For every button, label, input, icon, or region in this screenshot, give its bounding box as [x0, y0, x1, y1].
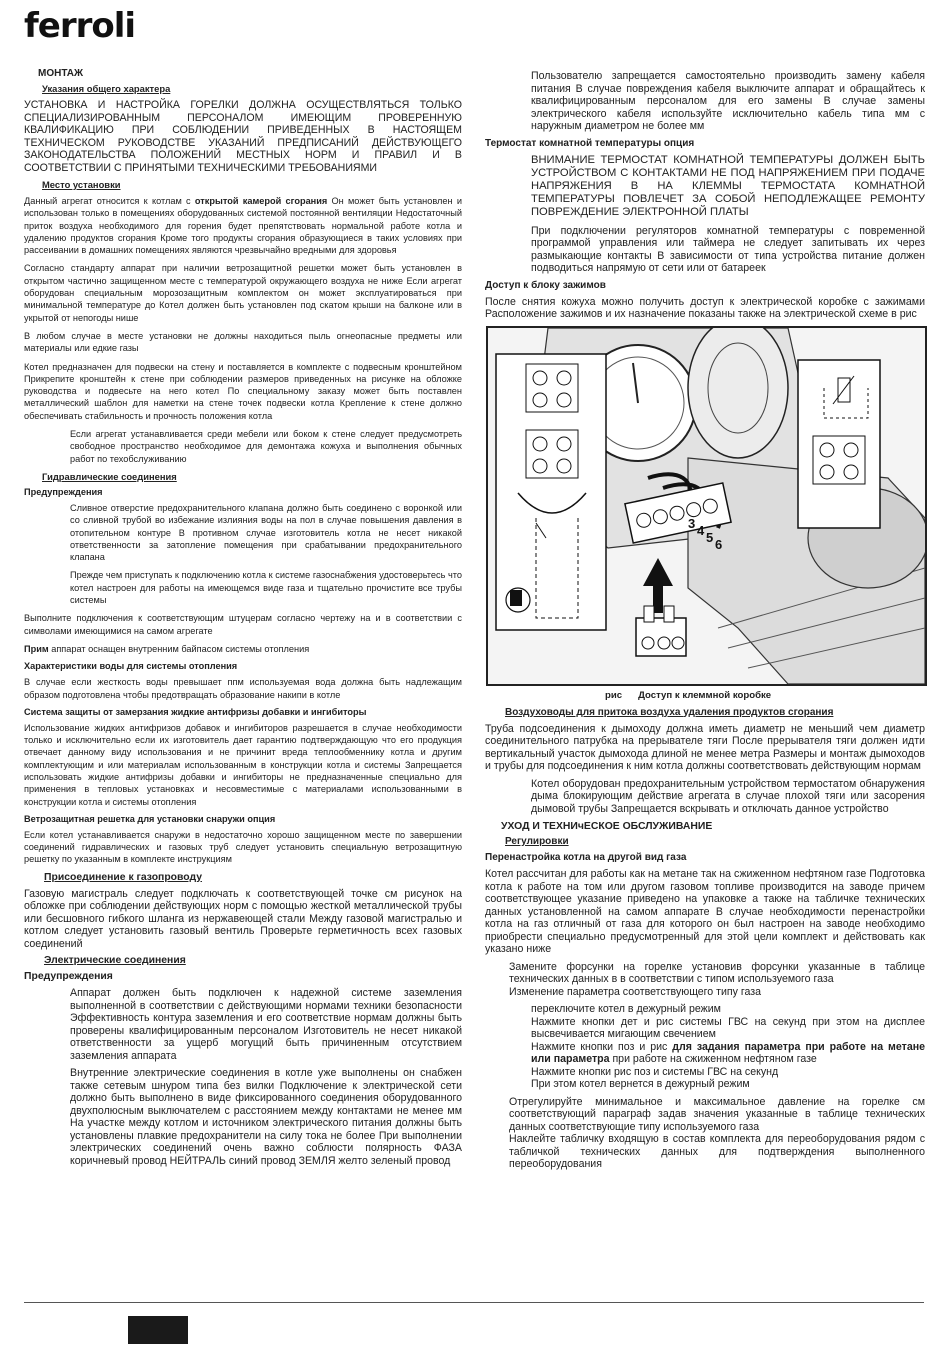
conversion-step-3: Отрегулируйте минимальное и максимальное давление на горелке см соответствующий параграф задав значения указанные в таблице технических данных соответствующие типу используемого газа — [509, 1095, 925, 1133]
section-montazh: МОНТАЖ — [38, 68, 84, 79]
bypass-note: Прим аппарат оснащен внутренним байпасом системы отопления — [24, 643, 310, 654]
brand-logo: ferroli — [24, 6, 136, 46]
terminal-number: 4 — [697, 522, 705, 538]
water-text: В случае если жесткость воды превышает ппм используемая вода должна быть надлежащим образом подготовлена чтобы предотвращать образование накипи в котле — [24, 677, 462, 700]
heading-general: Указания общего характера — [42, 83, 171, 94]
conversion-step-2: Изменение параметра соответствующего типу газа — [509, 985, 762, 998]
conversion-substep-5: При этом котел вернется в дежурный режим — [531, 1078, 750, 1091]
page-number-box — [128, 1316, 188, 1344]
conversion-substep-2: Нажмите кнопки дет и рис системы ГВС на секунд при этом на дисплее высвечивается мигающим свечением — [531, 1015, 925, 1041]
thermostat-warning: ВНИМАНИЕ ТЕРМОСТАТ КОМНАТНОЙ ТЕМПЕРАТУРЫ ДОЛЖЕН БЫТЬ УСТРОЙСТВОМ С КОНТАКТАМИ НЕ ПОД НАПРЯЖЕНИЕМ ПРИ ПОДАЧЕ НАПРЯЖЕНИЯ В НА КЛЕММЫ ТЕРМОСТАТА КОМНАТНОЙ ТЕМПЕРАТУРЫ ПОВЛЕЧЕТ ЗА СОБОЙ НЕПОДЛЕЖАЩЕЕ РЕМОНТУ ПОВРЕЖДЕНИЕ ЭЛЕКТРОННОЙ ПЛАТЫ — [531, 153, 925, 219]
conversion-substep-4: Нажмите кнопки рис поз и системы ГВС на секунд — [531, 1065, 779, 1078]
conversion-substep-1: переключите котел в дежурный режим — [531, 1003, 721, 1016]
hydraulic-note-1: Сливное отверстие предохранительного клапана должно быть соединено с воронкой или со сливной трубой во избежание излияния воды на пол в случае повышения давления в отопительном контуре В противном случае изготовитель котла не несет никакой ответственности за затопление помещения при срабатывании предохранительного клапана — [70, 502, 462, 563]
conversion-step-1: Замените форсунки на горелке установив форсунки указанные в таблице технических данных в в соответствии с типом используемого газа — [509, 960, 925, 986]
hydraulic-paragraph: Выполните подключения к соответствующим штуцерам согласно чертежу на и в соответствии с символами имеющимися на самом агрегате — [24, 613, 462, 636]
electrical-note-2: Внутренние электрические соединения в котле уже выполнены он снабжен также сетевым шнуром типа без вилки Подключение к электрической сети должно быть выполнено в виде фиксированного соединения оборудованного двухполюсным выключателем с расстоянием между контактами не менее мм На участке между котлом и источником электрического питания должны быть установлены плавкие предохранители на силу тока не более При выполнении электрических соединений очень важно соблюсти полярность ФАЗА коричневый провод НЕЙТРАЛЬ синий провод ЗЕМЛЯ желто зеленый провод — [70, 1067, 462, 1167]
right-wiring-inset — [798, 360, 880, 528]
terminal-number: 5 — [706, 529, 714, 545]
terminal-number: 3 — [688, 515, 696, 531]
antifreeze-text: Использование жидких антифризов добавок и ингибиторов разрешается в случае необходимости только и исключительно если их изготовитель дает гарантию подтверждающую что его продукция отвечает данному виду использования и не причинит вреда теплообменнику котла и другим комплектующим и или материалам использованным в конструкции котла и системы Запрещается использовать жидкие антифризы добавки и ингибиторы не предназначенные специально для применения в тепловых установках и несовместимые с материалами использованными в конструкции котла и системы отопления — [24, 722, 462, 807]
air-ducts-note: Котел оборудован предохранительным устройством термостатом обнаружения дыма блокирующим действие агрегата в случае плохой тяги или засорения дымовой трубы Запрещается вскрывать и отключать данное устройство — [531, 777, 925, 815]
section-service: УХОД И ТЕХНИчЕСКОЕ ОБСЛУЖИВАНИЕ — [501, 821, 713, 833]
location-paragraph-1: Данный агрегат относится к котлам с открытой камерой сгорания Он может быть установлен и использован только в помещениях оборудованных системой постоянной вентиляции Недостаточный приток воздуха необходимого для горения будет препятствовать нормальной работе котла и удалению продуктов сгорания Кроме того продукты сгорания образующиеся в таких условиях при рассеивании в домашних помещениях являются чрезвычайно вредными для здоровья — [24, 196, 462, 256]
heading-gas: Присоединение к газопроводу — [44, 871, 202, 883]
thermostat-text: При подключении регуляторов комнатной температуры с повременной программой управления или таймера не следует запитывать их через размыкающие контакты В зависимости от типа устройства питание должен подводиться напрямую от сети или от батареек — [531, 224, 925, 275]
cable-note: Пользователю запрещается самостоятельно производить замену кабеля питания В случае повреждения кабеля выключите аппарат и обращайтесь к квалифицированным персоналом для его замены В случае замены электрического кабеля используйте исключительно кабель типа мм с наружным диаметром не более мм — [531, 70, 925, 132]
heading-hydraulic: Гидравлические соединения — [42, 470, 177, 482]
hydraulic-note-2: Прежде чем приступать к подключению котла к системе газоснабжения удостоверьтесь что котел настроен для работы на имеющемся виде газа и тщательно прочистите все трубы системы — [70, 570, 462, 606]
terminal-box-illustration — [488, 328, 925, 684]
electrical-note-1: Аппарат должен быть подключен к надежной системе заземления выполненной в соответствии с действующими нормами техники безопасности Эффективность контура заземления и его соответствие нормам должны быть проверены квалифицированным персоналом Изготовитель не несет никакой ответственности за ущерб могущий быть причиненным отсутствием заземления аппарата — [70, 987, 462, 1062]
terminal-number: 6 — [715, 536, 723, 552]
general-warning-text: УСТАНОВКА И НАСТРОЙКА ГОРЕЛКИ ДОЛЖНА ОСУЩЕСТВЛЯТЬСЯ ТОЛЬКО СПЕЦИАЛИЗИРОВАННЫМ ПЕРСОНАЛОМ ИМЕЮЩИМ ПРОВЕРЕННУЮ КВАЛИФИКАЦИЮ ПРИ СОБЛЮДЕНИИ ПРИВЕДЕННЫХ В НАСТОЯЩЕМ ТЕХНИЧЕСКОМ РУКОВОДСТВЕ УКАЗАНИЙ ПРЕДПИСАНИЙ ДЕЙСТВУЮЩЕГО ЗАКОНОДАТЕЛЬСТВА ПОЛОЖЕНИЙ МЕСТНЫХ НОРМ И ПРАВИЛ И В СООТВЕТСТВИИ С ПРИНЯТЫМИ ТЕХНИЧЕСКИМИ ТРЕБОВАНИЯМИ — [24, 99, 462, 174]
heading-antifreeze: Система защиты от замерзания жидкие антифризы добавки и ингибиторы — [24, 706, 367, 717]
wind-grille-text: Если котел устанавливается снаружи в недостаточно хорошо защищенном месте по завершении соединений гидравлических и газовых труб следует установить специальную ветрозащитную решетку по указанным в комплекте инструкциям — [24, 829, 462, 865]
heading-water: Характеристики воды для системы отопления — [24, 661, 238, 672]
terminal-box-figure — [486, 326, 927, 686]
heading-el-warnings: Предупреждения — [24, 971, 113, 983]
location-note: Если агрегат устанавливается среди мебели или боком к стене следует предусмотреть свободное пространство необходимое для демонтажа кожуха и выполнения обычных работ по техобслуживанию — [70, 429, 462, 464]
terminal-access-text: После снятия кожуха можно получить доступ к электрической коробке с зажимами Расположение зажимов и их назначение показаны также на электрической схеме в рис — [485, 295, 925, 321]
left-column — [24, 68, 462, 1172]
conversion-step-4: Наклейте табличку входящую в состав комплекта для переоборудования рядом с табличкой технических данных для подтверждения выполненного переоборудования — [509, 1133, 925, 1171]
heading-location: Место установки — [42, 179, 121, 190]
heading-electrical: Электрические соединения — [44, 955, 186, 967]
location-paragraph-3: В любом случае в месте установки не должны находиться пыль огнеопасные предметы или материалы или едкие газы — [24, 330, 462, 354]
heading-gas-conversion: Перенастройка котла на другой вид газа — [485, 852, 687, 864]
heading-thermostat: Термостат комнатной температуры опция — [485, 137, 695, 149]
gas-text: Газовую магистраль следует подключать к соответствующей точке см рисунок на обложке при соблюдении действующих норм с помощью жесткой металлической трубы или бесшовного гибкого шланга из нержавеющей стали Между газовой магистралью и котлом следует установить газовый вентиль Проверьте герметичность всех газовых соединений — [24, 887, 462, 950]
footer-divider — [24, 1302, 924, 1303]
conversion-substep-3: Нажмите кнопки поз и рис для задания параметра при работе на метане или параметра при работе на сжиженном нефтяном газе — [531, 1040, 926, 1066]
location-paragraph-4: Котел предназначен для подвески на стену и поставляется в комплекте с подвесным кронштейном Прикрепите кронштейн к стене при соблюдении размеров приведенных на рисунке на обложке руководства и подвесьте на него котел По специальному заказу может быть поставлен металлический шаблон для наметки на стене точек подвески котла Крепление к стене должно обеспечивать стабильность и прочность положения котла — [24, 361, 462, 421]
gas-conversion-text: Котел рассчитан для работы как на метане так на сжиженном нефтяном газе Подготовка котла к работе на том или другом газовом топливе производится на заводе причем соответствующее указание приведено на упаковке а также на табличке технических данных установленной на самом аппарате В случае необходимости перенастройки котла на газ отличный от газа для которого он был настроен на заводе необходимо приобрести специально предусмотренный для этой цели комплект и действовать как указано ниже — [485, 868, 925, 956]
right-column — [485, 70, 925, 1176]
figure-caption: рис Доступ к клеммной коробке — [605, 689, 772, 701]
heading-wind-grille: Ветрозащитная решетка для установки снаружи опция — [24, 813, 276, 824]
heading-warnings: Предупреждения — [24, 486, 103, 497]
location-paragraph-2: Согласно стандарту аппарат при наличии ветрозащитной решетки может быть установлен в открытом частично защищенном месте с температурой окружающего воздуха не ниже Если агрегат оборудован специальным морозозащитным комплектом он может эксплуатироваться при минимальной температуре до Котел должен быть установлен под скатом крыши на балконе или в укрытой от непогоды нише — [24, 263, 462, 323]
heading-adjustments: Регулировки — [505, 836, 569, 848]
heading-air-ducts: Воздуховоды для притока воздуха удаления продуктов сгорания — [505, 706, 834, 718]
air-ducts-text: Труба подсоединения к дымоходу должна иметь диаметр не меньший чем диаметр соединительного патрубка на прерывателе тяги После прерывателя тяги должен идти вертикальный участок дымохода длиной не менее метра Размеры и монтаж дымоходов и трубы для подсоединения к ним котла должны соответствовать действующим нормам — [485, 722, 925, 773]
left-wiring-inset — [496, 354, 606, 630]
heading-terminal-access: Доступ к блоку зажимов — [485, 279, 606, 291]
